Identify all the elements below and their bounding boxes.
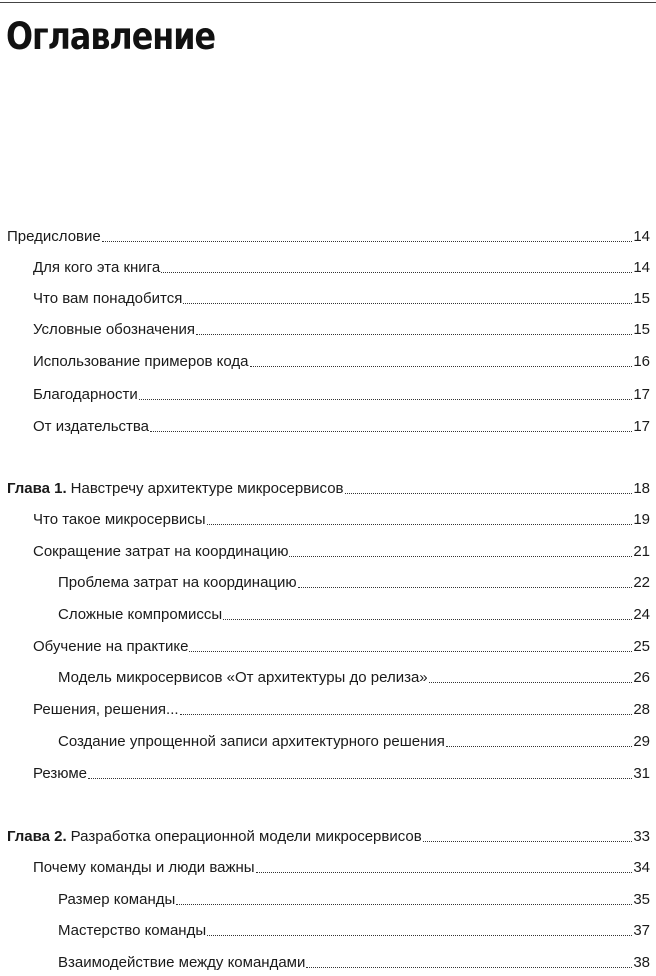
toc-entry [0,257,650,279]
page-number: 26 [633,669,650,686]
toc-entry-title [58,731,445,753]
page-number: 22 [633,574,650,591]
toc-entry [0,288,650,310]
page-number: 18 [633,480,650,497]
toc-entry [0,384,650,406]
dot-leader [250,366,633,367]
toc-entry-title [33,636,188,658]
toc-entry-title [58,572,297,594]
dot-leader [189,651,632,652]
toc-entry-text: Модель микросервисов «От архитектуры до релиза» [58,669,428,686]
page-number: 17 [633,386,650,403]
toc-entry [0,699,650,721]
dot-leader [345,493,633,494]
toc-entry-title [33,509,206,531]
toc-entry [0,509,650,531]
toc-entry [0,857,650,879]
page-number: 19 [633,511,650,528]
toc-entry-title [7,226,101,248]
toc-entry-text: Решения, решения... [33,701,179,718]
toc-entry [0,667,650,689]
toc-entry-text: Резюме [33,765,87,782]
toc-entry-title [58,920,206,942]
toc-entry-title [33,319,195,341]
toc-entry-title [7,826,422,848]
toc-entry-title [58,889,175,911]
dot-leader [183,303,632,304]
dot-leader [429,682,633,683]
toc-entry [0,920,650,942]
toc-entry-title [33,541,288,563]
toc-entry-title [33,351,249,373]
dot-leader [207,935,632,936]
page-number: 35 [633,891,650,908]
dot-leader [306,967,632,968]
toc-entry-title [33,857,255,879]
toc-entry-text: Обучение на практике [33,638,189,655]
toc-entry [0,319,650,341]
toc-entry-title [58,604,222,626]
toc-entry-title [7,478,344,500]
dot-leader [256,872,633,873]
page-number: 25 [633,638,650,655]
page-number: 31 [633,765,650,782]
toc-entry-text: От издательства [33,418,150,435]
toc-entry-title [33,763,87,785]
toc-chapter-entry [0,478,650,500]
toc-entry-title [58,952,305,974]
toc-entry-text: Навстречу архитектуре микросервисов [70,480,344,497]
toc-entry-title [33,257,160,279]
toc-entry [0,226,650,248]
page-number: 34 [633,859,650,876]
toc-entry-text: Сокращение затрат на координацию [33,543,289,560]
chapter-label: Глава 2. [7,828,67,845]
page-number: 24 [633,606,650,623]
dot-leader [289,556,632,557]
toc-entry [0,889,650,911]
toc-entry [0,763,650,785]
page-title: Оглавление [6,15,216,58]
toc-entry [0,636,650,658]
page-number: 17 [633,418,650,435]
toc-entry-title [58,667,428,689]
page-number: 33 [633,828,650,845]
toc-entry [0,952,650,974]
dot-leader [139,399,633,400]
toc-entry-title [33,384,138,406]
dot-leader [161,272,632,273]
dot-leader [176,904,632,905]
toc-entry-text: Что вам понадобится [33,290,183,307]
dot-leader [207,524,633,525]
page-number: 38 [633,954,650,971]
toc-entry-text: Разработка операционной модели микросервисов [70,828,422,845]
toc-entry-text: Взаимодействие между командами [58,954,306,971]
toc-entry-text: Что такое микросервисы [33,511,206,528]
page-number: 15 [633,290,650,307]
dot-leader [88,778,632,779]
toc-entry-title [33,288,182,310]
toc-entry-text: Проблема затрат на координацию [58,574,297,591]
page-number: 28 [633,701,650,718]
toc-entry-title [33,416,149,438]
toc-entry-text: Мастерство команды [58,922,207,939]
toc-entry-text: Предисловие [7,228,101,245]
dot-leader [180,714,633,715]
toc-entry-text: Почему команды и люди важны [33,859,255,876]
page-number: 29 [633,733,650,750]
dot-leader [298,587,633,588]
page-number: 16 [633,353,650,370]
toc-entry-text: Условные обозначения [33,321,196,338]
toc-entry-text: Использование примеров кода [33,353,249,370]
toc-entry-text: Благодарности [33,386,138,403]
toc-entry [0,731,650,753]
toc-entry [0,416,650,438]
dot-leader [150,431,632,432]
toc-chapter-entry [0,826,650,848]
chapter-label: Глава 1. [7,480,67,497]
page-number: 14 [633,228,650,245]
toc-entry [0,541,650,563]
dot-leader [446,746,632,747]
toc-entry-text: Размер команды [58,891,176,908]
dot-leader [102,241,633,242]
toc-entry [0,351,650,373]
toc-entry [0,572,650,594]
toc-entry-text: Для кого эта книга [33,259,161,276]
dot-leader [423,841,633,842]
dot-leader [223,619,632,620]
toc-entry-title [33,699,179,721]
page-number: 21 [633,543,650,560]
page-number: 37 [633,922,650,939]
page-number: 14 [633,259,650,276]
page-number: 15 [633,321,650,338]
toc-entry [0,604,650,626]
toc-entry-text: Сложные компромиссы [58,606,223,623]
toc-entry-text: Создание упрощенной записи архитектурного решения [58,733,445,750]
dot-leader [196,334,632,335]
